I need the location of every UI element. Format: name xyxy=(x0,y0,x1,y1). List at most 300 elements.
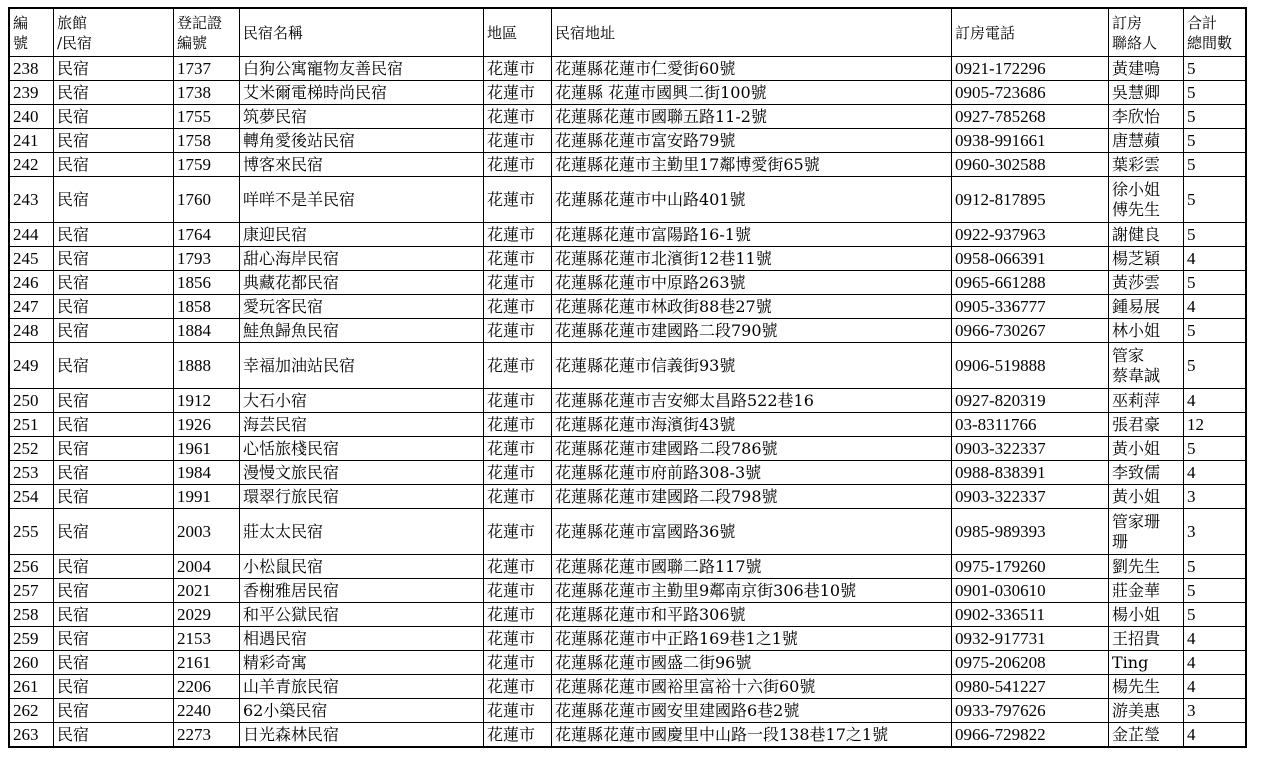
cell-name: 相遇民宿 xyxy=(240,627,484,651)
cell-area: 花蓮市 xyxy=(484,699,552,723)
cell-rooms: 4 xyxy=(1184,295,1246,319)
cell-reg-no: 1991 xyxy=(174,485,240,509)
cell-no: 249 xyxy=(10,343,54,389)
cell-type: 民宿 xyxy=(54,153,174,177)
cell-address: 花蓮縣花蓮市北濱街12巷11號 xyxy=(552,247,952,271)
header-phone xyxy=(952,9,1109,57)
cell-type: 民宿 xyxy=(54,271,174,295)
cell-type: 民宿 xyxy=(54,57,174,81)
cell-area: 花蓮市 xyxy=(484,247,552,271)
contact-line: 管家 xyxy=(1112,345,1145,365)
cell-address: 花蓮縣花蓮市國安里建國路6巷2號 xyxy=(552,699,952,723)
table-row xyxy=(10,343,1246,389)
cell-area: 花蓮市 xyxy=(484,105,552,129)
cell-address: 花蓮縣 花蓮市國興二街100號 xyxy=(552,81,952,105)
header-line: 聯絡人 xyxy=(1112,33,1158,52)
cell-no: 244 xyxy=(10,223,54,247)
header-reg-no xyxy=(174,9,240,57)
cell-contact xyxy=(1109,389,1184,413)
cell-contact xyxy=(1109,57,1184,81)
cell-no: 259 xyxy=(10,627,54,651)
table-row xyxy=(10,555,1246,579)
cell-area: 花蓮市 xyxy=(484,153,552,177)
contact-line: 王招貴 xyxy=(1112,628,1161,648)
cell-name: 康迎民宿 xyxy=(240,223,484,247)
contact-line: 黃小姐 xyxy=(1112,486,1161,506)
cell-type: 民宿 xyxy=(54,437,174,461)
cell-reg-no: 2153 xyxy=(174,627,240,651)
cell-address: 花蓮縣花蓮市富安路79號 xyxy=(552,129,952,153)
cell-reg-no: 1738 xyxy=(174,81,240,105)
cell-contact xyxy=(1109,603,1184,627)
cell-address: 花蓮縣花蓮市建國路二段798號 xyxy=(552,485,952,509)
cell-contact xyxy=(1109,153,1184,177)
cell-rooms: 3 xyxy=(1184,699,1246,723)
cell-no: 263 xyxy=(10,723,54,747)
table-row xyxy=(10,389,1246,413)
table-row xyxy=(10,247,1246,271)
table-row xyxy=(10,723,1246,747)
cell-phone: 0985-989393 xyxy=(952,509,1109,555)
header-rooms xyxy=(1184,9,1246,57)
cell-phone: 0975-206208 xyxy=(952,651,1109,675)
cell-area: 花蓮市 xyxy=(484,389,552,413)
cell-no: 240 xyxy=(10,105,54,129)
cell-reg-no: 1961 xyxy=(174,437,240,461)
cell-area: 花蓮市 xyxy=(484,223,552,247)
cell-name: 莊太太民宿 xyxy=(240,509,484,555)
contact-line: 吳慧卿 xyxy=(1112,82,1161,102)
cell-area: 花蓮市 xyxy=(484,319,552,343)
cell-name: 艾米爾電梯時尚民宿 xyxy=(240,81,484,105)
cell-contact xyxy=(1109,437,1184,461)
cell-area: 花蓮市 xyxy=(484,271,552,295)
cell-type: 民宿 xyxy=(54,627,174,651)
cell-address: 花蓮縣花蓮市富國路36號 xyxy=(552,509,952,555)
cell-phone: 0966-730267 xyxy=(952,319,1109,343)
cell-contact xyxy=(1109,675,1184,699)
cell-name: 漫慢文旅民宿 xyxy=(240,461,484,485)
header-line: 旅館 xyxy=(57,13,88,32)
table-row xyxy=(10,319,1246,343)
cell-no: 256 xyxy=(10,555,54,579)
cell-area: 花蓮市 xyxy=(484,177,552,223)
cell-type: 民宿 xyxy=(54,485,174,509)
header-line: 民宿名稱 xyxy=(243,23,304,42)
cell-contact xyxy=(1109,295,1184,319)
cell-phone: 0988-838391 xyxy=(952,461,1109,485)
cell-phone: 0927-785268 xyxy=(952,105,1109,129)
table-row xyxy=(10,579,1246,603)
cell-contact xyxy=(1109,319,1184,343)
header-line: 民宿地址 xyxy=(555,23,616,42)
cell-reg-no: 1884 xyxy=(174,319,240,343)
table-row xyxy=(10,627,1246,651)
cell-reg-no: 1759 xyxy=(174,153,240,177)
header-type xyxy=(54,9,174,57)
cell-reg-no: 2273 xyxy=(174,723,240,747)
cell-type: 民宿 xyxy=(54,247,174,271)
table-row xyxy=(10,177,1246,223)
cell-name: 博客來民宿 xyxy=(240,153,484,177)
cell-type: 民宿 xyxy=(54,579,174,603)
contact-line: 黃建鳴 xyxy=(1112,58,1161,78)
cell-phone: 0905-336777 xyxy=(952,295,1109,319)
cell-contact xyxy=(1109,461,1184,485)
cell-name: 小松鼠民宿 xyxy=(240,555,484,579)
header-no xyxy=(10,9,54,57)
cell-contact xyxy=(1109,271,1184,295)
cell-phone: 0906-519888 xyxy=(952,343,1109,389)
header-line: 編 xyxy=(13,13,29,32)
cell-type: 民宿 xyxy=(54,129,174,153)
header-line: 登記證 xyxy=(177,13,223,32)
cell-rooms: 5 xyxy=(1184,105,1246,129)
cell-reg-no: 2206 xyxy=(174,675,240,699)
cell-rooms: 4 xyxy=(1184,675,1246,699)
cell-rooms: 5 xyxy=(1184,603,1246,627)
cell-contact xyxy=(1109,651,1184,675)
cell-reg-no: 2240 xyxy=(174,699,240,723)
contact-line: 游美惠 xyxy=(1112,700,1161,720)
header-row xyxy=(10,9,1246,57)
table-row xyxy=(10,509,1246,555)
cell-phone: 0922-937963 xyxy=(952,223,1109,247)
contact-line: 林小姐 xyxy=(1112,320,1161,340)
cell-rooms: 5 xyxy=(1184,81,1246,105)
cell-type: 民宿 xyxy=(54,413,174,437)
cell-address: 花蓮縣花蓮市中山路401號 xyxy=(552,177,952,223)
cell-type: 民宿 xyxy=(54,389,174,413)
cell-rooms: 5 xyxy=(1184,343,1246,389)
cell-rooms: 4 xyxy=(1184,723,1246,747)
cell-no: 261 xyxy=(10,675,54,699)
cell-reg-no: 1760 xyxy=(174,177,240,223)
cell-type: 民宿 xyxy=(54,651,174,675)
cell-name: 轉角愛後站民宿 xyxy=(240,129,484,153)
cell-name: 咩咩不是羊民宿 xyxy=(240,177,484,223)
contact-line: 謝健良 xyxy=(1112,224,1161,244)
cell-rooms: 5 xyxy=(1184,57,1246,81)
cell-rooms: 3 xyxy=(1184,509,1246,555)
cell-contact xyxy=(1109,129,1184,153)
cell-reg-no: 1758 xyxy=(174,129,240,153)
cell-no: 252 xyxy=(10,437,54,461)
contact-line: 李致儒 xyxy=(1112,462,1161,482)
cell-reg-no: 1764 xyxy=(174,223,240,247)
cell-reg-no: 1793 xyxy=(174,247,240,271)
contact-line: 唐慧蘋 xyxy=(1112,130,1161,150)
table-row xyxy=(10,129,1246,153)
cell-address: 花蓮縣花蓮市信義街93號 xyxy=(552,343,952,389)
cell-address: 花蓮縣花蓮市富陽路16-1號 xyxy=(552,223,952,247)
cell-no: 245 xyxy=(10,247,54,271)
cell-area: 花蓮市 xyxy=(484,57,552,81)
contact-line: Ting xyxy=(1112,652,1149,672)
cell-type: 民宿 xyxy=(54,177,174,223)
cell-address: 花蓮縣花蓮市國聯二路117號 xyxy=(552,555,952,579)
cell-reg-no: 1858 xyxy=(174,295,240,319)
cell-no: 254 xyxy=(10,485,54,509)
cell-type: 民宿 xyxy=(54,319,174,343)
cell-rooms: 4 xyxy=(1184,651,1246,675)
contact-line: 傅先生 xyxy=(1112,199,1161,219)
cell-name: 環翠行旅民宿 xyxy=(240,485,484,509)
cell-no: 262 xyxy=(10,699,54,723)
table-row xyxy=(10,57,1246,81)
cell-area: 花蓮市 xyxy=(484,675,552,699)
cell-no: 260 xyxy=(10,651,54,675)
cell-phone: 0905-723686 xyxy=(952,81,1109,105)
cell-name: 大石小宿 xyxy=(240,389,484,413)
cell-type: 民宿 xyxy=(54,461,174,485)
table-row xyxy=(10,153,1246,177)
cell-phone: 0975-179260 xyxy=(952,555,1109,579)
cell-name: 愛玩客民宿 xyxy=(240,295,484,319)
cell-type: 民宿 xyxy=(54,295,174,319)
cell-contact xyxy=(1109,485,1184,509)
cell-name: 香榭雅居民宿 xyxy=(240,579,484,603)
cell-type: 民宿 xyxy=(54,509,174,555)
cell-reg-no: 1856 xyxy=(174,271,240,295)
table-row xyxy=(10,105,1246,129)
cell-reg-no: 2004 xyxy=(174,555,240,579)
cell-rooms: 5 xyxy=(1184,437,1246,461)
cell-name: 鮭魚歸魚民宿 xyxy=(240,319,484,343)
header-line: 地區 xyxy=(487,23,518,42)
cell-contact xyxy=(1109,627,1184,651)
cell-phone: 0903-322337 xyxy=(952,437,1109,461)
contact-line: 黃莎雲 xyxy=(1112,272,1161,292)
cell-contact xyxy=(1109,105,1184,129)
cell-area: 花蓮市 xyxy=(484,343,552,389)
cell-contact xyxy=(1109,81,1184,105)
contact-line: 莊金華 xyxy=(1112,580,1161,600)
cell-area: 花蓮市 xyxy=(484,461,552,485)
cell-area: 花蓮市 xyxy=(484,651,552,675)
cell-reg-no: 2161 xyxy=(174,651,240,675)
header-line: 訂房 xyxy=(1112,13,1143,32)
cell-contact xyxy=(1109,343,1184,389)
cell-phone: 0903-322337 xyxy=(952,485,1109,509)
cell-name: 甜心海岸民宿 xyxy=(240,247,484,271)
cell-name: 心恬旅棧民宿 xyxy=(240,437,484,461)
cell-rooms: 4 xyxy=(1184,247,1246,271)
cell-area: 花蓮市 xyxy=(484,81,552,105)
cell-name: 日光森林民宿 xyxy=(240,723,484,747)
cell-address: 花蓮縣花蓮市國盛二街96號 xyxy=(552,651,952,675)
cell-reg-no: 1755 xyxy=(174,105,240,129)
cell-reg-no: 1912 xyxy=(174,389,240,413)
cell-rooms: 5 xyxy=(1184,223,1246,247)
cell-no: 257 xyxy=(10,579,54,603)
cell-phone: 0966-729822 xyxy=(952,723,1109,747)
cell-rooms: 5 xyxy=(1184,153,1246,177)
cell-contact xyxy=(1109,223,1184,247)
cell-name: 白狗公寓寵物友善民宿 xyxy=(240,57,484,81)
cell-name: 筑夢民宿 xyxy=(240,105,484,129)
cell-name: 精彩奇寓 xyxy=(240,651,484,675)
cell-phone: 0965-661288 xyxy=(952,271,1109,295)
table-row xyxy=(10,437,1246,461)
table-row xyxy=(10,413,1246,437)
cell-phone: 0938-991661 xyxy=(952,129,1109,153)
cell-phone: 03-8311766 xyxy=(952,413,1109,437)
cell-area: 花蓮市 xyxy=(484,627,552,651)
contact-line: 葉彩雲 xyxy=(1112,154,1161,174)
cell-type: 民宿 xyxy=(54,555,174,579)
cell-rooms: 5 xyxy=(1184,579,1246,603)
cell-address: 花蓮縣花蓮市林政街88巷27號 xyxy=(552,295,952,319)
header-line: 合計 xyxy=(1187,13,1218,32)
cell-no: 253 xyxy=(10,461,54,485)
cell-rooms: 5 xyxy=(1184,129,1246,153)
cell-address: 花蓮縣花蓮市國聯五路11-2號 xyxy=(552,105,952,129)
cell-no: 241 xyxy=(10,129,54,153)
cell-type: 民宿 xyxy=(54,343,174,389)
table-body xyxy=(10,9,1246,747)
table-row xyxy=(10,295,1246,319)
cell-area: 花蓮市 xyxy=(484,603,552,627)
cell-no: 238 xyxy=(10,57,54,81)
cell-address: 花蓮縣花蓮市中正路169巷1之1號 xyxy=(552,627,952,651)
cell-type: 民宿 xyxy=(54,105,174,129)
cell-phone: 0933-797626 xyxy=(952,699,1109,723)
table-row xyxy=(10,675,1246,699)
cell-reg-no: 1984 xyxy=(174,461,240,485)
cell-phone: 0980-541227 xyxy=(952,675,1109,699)
cell-contact xyxy=(1109,177,1184,223)
homestay-table xyxy=(9,8,1246,747)
cell-area: 花蓮市 xyxy=(484,579,552,603)
cell-no: 250 xyxy=(10,389,54,413)
cell-no: 247 xyxy=(10,295,54,319)
contact-line: 巫莉萍 xyxy=(1112,390,1161,410)
cell-contact xyxy=(1109,247,1184,271)
cell-name: 62小築民宿 xyxy=(240,699,484,723)
cell-area: 花蓮市 xyxy=(484,129,552,153)
cell-address: 花蓮縣花蓮市府前路308-3號 xyxy=(552,461,952,485)
cell-name: 山羊青旅民宿 xyxy=(240,675,484,699)
cell-address: 花蓮縣花蓮市吉安鄉太昌路522巷16 xyxy=(552,389,952,413)
contact-line: 徐小姐 xyxy=(1112,179,1161,199)
table-row xyxy=(10,223,1246,247)
contact-line: 楊先生 xyxy=(1112,676,1161,696)
cell-no: 239 xyxy=(10,81,54,105)
cell-area: 花蓮市 xyxy=(484,555,552,579)
cell-contact xyxy=(1109,509,1184,555)
cell-name: 和平公獄民宿 xyxy=(240,603,484,627)
table-row xyxy=(10,485,1246,509)
cell-no: 255 xyxy=(10,509,54,555)
cell-contact xyxy=(1109,579,1184,603)
table-row xyxy=(10,81,1246,105)
table-row xyxy=(10,651,1246,675)
cell-reg-no: 2029 xyxy=(174,603,240,627)
cell-address: 花蓮縣花蓮市主勤里17鄰博愛街65號 xyxy=(552,153,952,177)
cell-address: 花蓮縣花蓮市仁愛街60號 xyxy=(552,57,952,81)
cell-no: 246 xyxy=(10,271,54,295)
cell-area: 花蓮市 xyxy=(484,437,552,461)
contact-line: 張君豪 xyxy=(1112,414,1161,434)
contact-line: 金芷瑩 xyxy=(1112,724,1161,744)
contact-line: 楊芝穎 xyxy=(1112,248,1161,268)
cell-rooms: 4 xyxy=(1184,461,1246,485)
cell-phone: 0958-066391 xyxy=(952,247,1109,271)
cell-phone: 0960-302588 xyxy=(952,153,1109,177)
contact-line: 蔡韋誠 xyxy=(1112,365,1161,385)
header-area xyxy=(484,9,552,57)
cell-no: 248 xyxy=(10,319,54,343)
table-row xyxy=(10,461,1246,485)
cell-rooms: 12 xyxy=(1184,413,1246,437)
contact-line: 管家珊 xyxy=(1112,511,1161,531)
cell-phone: 0932-917731 xyxy=(952,627,1109,651)
cell-reg-no: 2003 xyxy=(174,509,240,555)
cell-address: 花蓮縣花蓮市國裕里富裕十六街60號 xyxy=(552,675,952,699)
contact-line: 劉先生 xyxy=(1112,556,1161,576)
cell-address: 花蓮縣花蓮市中原路263號 xyxy=(552,271,952,295)
header-address xyxy=(552,9,952,57)
cell-area: 花蓮市 xyxy=(484,509,552,555)
cell-reg-no: 1926 xyxy=(174,413,240,437)
cell-address: 花蓮縣花蓮市主勤里9鄰南京街306巷10號 xyxy=(552,579,952,603)
cell-name: 典藏花都民宿 xyxy=(240,271,484,295)
cell-name: 幸福加油站民宿 xyxy=(240,343,484,389)
cell-reg-no: 2021 xyxy=(174,579,240,603)
cell-reg-no: 1888 xyxy=(174,343,240,389)
cell-area: 花蓮市 xyxy=(484,485,552,509)
cell-phone: 0912-817895 xyxy=(952,177,1109,223)
cell-rooms: 5 xyxy=(1184,319,1246,343)
cell-area: 花蓮市 xyxy=(484,295,552,319)
header-line: 號 xyxy=(13,33,29,52)
cell-rooms: 5 xyxy=(1184,177,1246,223)
contact-line: 李欣怡 xyxy=(1112,106,1161,126)
cell-contact xyxy=(1109,413,1184,437)
cell-address: 花蓮縣花蓮市國慶里中山路一段138巷17之1號 xyxy=(552,723,952,747)
cell-contact xyxy=(1109,699,1184,723)
cell-address: 花蓮縣花蓮市建國路二段790號 xyxy=(552,319,952,343)
table-row xyxy=(10,603,1246,627)
table-row xyxy=(10,699,1246,723)
cell-rooms: 4 xyxy=(1184,627,1246,651)
header-line: 編號 xyxy=(177,33,208,52)
contact-line: 黃小姐 xyxy=(1112,438,1161,458)
cell-address: 花蓮縣花蓮市建國路二段786號 xyxy=(552,437,952,461)
cell-type: 民宿 xyxy=(54,81,174,105)
header-line: 訂房電話 xyxy=(955,23,1016,42)
cell-contact xyxy=(1109,555,1184,579)
cell-name: 海芸民宿 xyxy=(240,413,484,437)
cell-phone: 0921-172296 xyxy=(952,57,1109,81)
contact-line: 珊 xyxy=(1112,531,1129,551)
cell-type: 民宿 xyxy=(54,723,174,747)
cell-no: 258 xyxy=(10,603,54,627)
cell-rooms: 5 xyxy=(1184,271,1246,295)
header-contact xyxy=(1109,9,1184,57)
cell-phone: 0927-820319 xyxy=(952,389,1109,413)
cell-type: 民宿 xyxy=(54,223,174,247)
cell-type: 民宿 xyxy=(54,699,174,723)
cell-type: 民宿 xyxy=(54,603,174,627)
header-line: /民宿 xyxy=(57,33,93,52)
cell-no: 251 xyxy=(10,413,54,437)
cell-address: 花蓮縣花蓮市和平路306號 xyxy=(552,603,952,627)
header-line: 總間數 xyxy=(1187,33,1233,52)
cell-phone: 0902-336511 xyxy=(952,603,1109,627)
table-row xyxy=(10,271,1246,295)
